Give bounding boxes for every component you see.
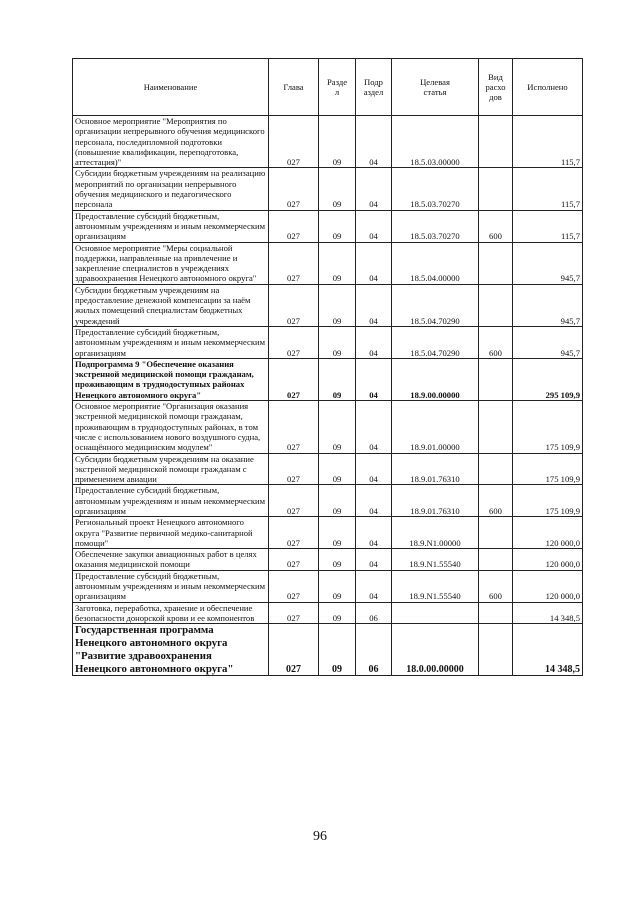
cell-subsection: 04 — [356, 284, 392, 326]
cell-chapter: 027 — [269, 242, 319, 284]
cell-name: Предоставление субсидий бюджетным, автономным учреждениям и иным некоммерческим организациям — [73, 570, 269, 602]
cell-section: 09 — [319, 453, 356, 485]
cell-subsection: 04 — [356, 168, 392, 210]
table-row — [73, 602, 583, 624]
cell-chapter: 027 — [269, 624, 319, 676]
cell-target: 18.9.01.76310 — [392, 485, 479, 517]
budget-table — [72, 58, 583, 676]
table-row — [73, 242, 583, 284]
cell-name: Подпрограмма 9 "Обеспечение оказания экстренной медицинской помощи гражданам, проживающим в труднодоступных районах Ненецкого автономного округа" — [73, 358, 269, 400]
cell-expense: 600 — [479, 485, 513, 517]
cell-subsection: 04 — [356, 401, 392, 453]
cell-target — [392, 602, 479, 624]
cell-section: 09 — [319, 602, 356, 624]
cell-executed: 945,7 — [513, 242, 583, 284]
cell-target: 18.5.03.00000 — [392, 116, 479, 168]
cell-chapter: 027 — [269, 358, 319, 400]
page-number: 96 — [313, 829, 327, 844]
table-header-row — [73, 59, 583, 116]
cell-name: Заготовка, переработка, хранение и обеспечение безопасности донорской крови и ее компонентов — [73, 602, 269, 624]
cell-executed: 14 348,5 — [513, 602, 583, 624]
header-section: Разде л — [319, 59, 356, 116]
cell-target: 18.0.00.00000 — [392, 624, 479, 676]
cell-subsection: 04 — [356, 326, 392, 358]
cell-expense — [479, 401, 513, 453]
cell-section: 09 — [319, 485, 356, 517]
cell-executed: 115,7 — [513, 168, 583, 210]
cell-section: 09 — [319, 284, 356, 326]
cell-chapter: 027 — [269, 602, 319, 624]
cell-target: 18.9.N1.55540 — [392, 549, 479, 571]
cell-expense — [479, 602, 513, 624]
cell-section: 09 — [319, 210, 356, 242]
cell-target: 18.5.04.70290 — [392, 326, 479, 358]
header-expense: Вид расхо дов — [479, 59, 513, 116]
cell-chapter: 027 — [269, 485, 319, 517]
cell-expense: 600 — [479, 326, 513, 358]
cell-chapter: 027 — [269, 453, 319, 485]
cell-subsection: 04 — [356, 210, 392, 242]
table-row — [73, 210, 583, 242]
table-row — [73, 570, 583, 602]
cell-subsection: 04 — [356, 570, 392, 602]
cell-chapter: 027 — [269, 210, 319, 242]
cell-section: 09 — [319, 401, 356, 453]
cell-executed: 945,7 — [513, 284, 583, 326]
cell-expense — [479, 242, 513, 284]
cell-chapter: 027 — [269, 549, 319, 571]
cell-name: Основное мероприятие "Организация оказания экстренной медицинской помощи гражданам, проживающим в труднодоступных районах, в том числе с использованием нового воздушного судна, оснащённого медицинским модулем" — [73, 401, 269, 453]
cell-target: 18.9.01.00000 — [392, 401, 479, 453]
cell-executed: 945,7 — [513, 326, 583, 358]
cell-expense — [479, 116, 513, 168]
cell-name: Предоставление субсидий бюджетным, автономным учреждениям и иным некоммерческим организациям — [73, 210, 269, 242]
cell-expense — [479, 624, 513, 676]
cell-expense: 600 — [479, 570, 513, 602]
cell-section: 09 — [319, 358, 356, 400]
cell-executed: 175 109,9 — [513, 401, 583, 453]
cell-section: 09 — [319, 168, 356, 210]
header-chapter: Глава — [269, 59, 319, 116]
cell-target: 18.9.01.76310 — [392, 453, 479, 485]
cell-chapter: 027 — [269, 326, 319, 358]
table-row — [73, 116, 583, 168]
cell-expense — [479, 168, 513, 210]
cell-target: 18.9.00.00000 — [392, 358, 479, 400]
cell-name: Субсидии бюджетным учреждениям на оказание экстренной медицинской помощи гражданам с применением авиации — [73, 453, 269, 485]
cell-target: 18.9.N1.00000 — [392, 517, 479, 549]
cell-section: 09 — [319, 517, 356, 549]
cell-executed: 295 109,9 — [513, 358, 583, 400]
header-name: Наименование — [73, 59, 269, 116]
header-target: Целевая статья — [392, 59, 479, 116]
cell-chapter: 027 — [269, 570, 319, 602]
cell-name: Основное мероприятие "Мероприятия по организации непрерывного обучения медицинского персонала, последипломной подготовки (повышение квалификации, переподготовка, аттестация)" — [73, 116, 269, 168]
table-row — [73, 326, 583, 358]
cell-subsection: 04 — [356, 517, 392, 549]
cell-name: Основное мероприятие "Меры социальной поддержки, направленные на привлечение и закрепление специалистов в учреждениях здравоохранения Ненецкого автономного округа" — [73, 242, 269, 284]
cell-section: 09 — [319, 570, 356, 602]
cell-subsection: 06 — [356, 602, 392, 624]
table-row — [73, 517, 583, 549]
cell-section: 09 — [319, 116, 356, 168]
cell-expense — [479, 453, 513, 485]
cell-section: 09 — [319, 326, 356, 358]
table-row — [73, 401, 583, 453]
cell-target: 18.5.03.70270 — [392, 210, 479, 242]
cell-executed: 120 000,0 — [513, 570, 583, 602]
cell-chapter: 027 — [269, 116, 319, 168]
cell-executed: 175 109,9 — [513, 485, 583, 517]
cell-executed: 115,7 — [513, 116, 583, 168]
cell-subsection: 04 — [356, 453, 392, 485]
cell-name: Обеспечение закупки авиационных работ в целях оказания медицинской помощи — [73, 549, 269, 571]
cell-subsection: 04 — [356, 485, 392, 517]
cell-expense — [479, 284, 513, 326]
cell-chapter: 027 — [269, 517, 319, 549]
cell-name: Предоставление субсидий бюджетным, автономным учреждениям и иным некоммерческим организациям — [73, 485, 269, 517]
cell-subsection: 04 — [356, 358, 392, 400]
cell-expense — [479, 517, 513, 549]
cell-name: Субсидии бюджетным учреждениям на реализацию мероприятий по организации непрерывного обучения медицинского и педагогического персонала — [73, 168, 269, 210]
cell-expense — [479, 358, 513, 400]
cell-name: Субсидии бюджетным учреждениям на предоставление денежной компенсации за наём жилых помещений специалистам бюджетных учреждений — [73, 284, 269, 326]
cell-name: Региональный проект Ненецкого автономного округа "Развитие первичной медико-санитарной помощи" — [73, 517, 269, 549]
cell-target: 18.5.04.00000 — [392, 242, 479, 284]
cell-chapter: 027 — [269, 284, 319, 326]
table-row — [73, 624, 583, 676]
cell-name: Предоставление субсидий бюджетным, автономным учреждениям и иным некоммерческим организациям — [73, 326, 269, 358]
table-row — [73, 358, 583, 400]
cell-executed: 115,7 — [513, 210, 583, 242]
cell-target: 18.9.N1.55540 — [392, 570, 479, 602]
cell-subsection: 04 — [356, 549, 392, 571]
cell-expense: 600 — [479, 210, 513, 242]
cell-section: 09 — [319, 242, 356, 284]
table-row — [73, 168, 583, 210]
header-subsection: Подр аздел — [356, 59, 392, 116]
cell-name: Государственная программа Ненецкого автономного округа "Развитие здравоохранения Ненецкого автономного округа" — [73, 624, 269, 676]
cell-executed: 120 000,0 — [513, 549, 583, 571]
table-row — [73, 485, 583, 517]
cell-target: 18.5.03.70270 — [392, 168, 479, 210]
table-row — [73, 284, 583, 326]
cell-section: 09 — [319, 624, 356, 676]
cell-chapter: 027 — [269, 401, 319, 453]
cell-target: 18.5.04.70290 — [392, 284, 479, 326]
cell-executed: 175 109,9 — [513, 453, 583, 485]
header-executed: Исполнено — [513, 59, 583, 116]
cell-executed: 14 348,5 — [513, 624, 583, 676]
table-row — [73, 549, 583, 571]
table-row — [73, 453, 583, 485]
cell-chapter: 027 — [269, 168, 319, 210]
cell-subsection: 04 — [356, 242, 392, 284]
cell-section: 09 — [319, 549, 356, 571]
cell-expense — [479, 549, 513, 571]
cell-subsection: 06 — [356, 624, 392, 676]
cell-executed: 120 000,0 — [513, 517, 583, 549]
cell-subsection: 04 — [356, 116, 392, 168]
